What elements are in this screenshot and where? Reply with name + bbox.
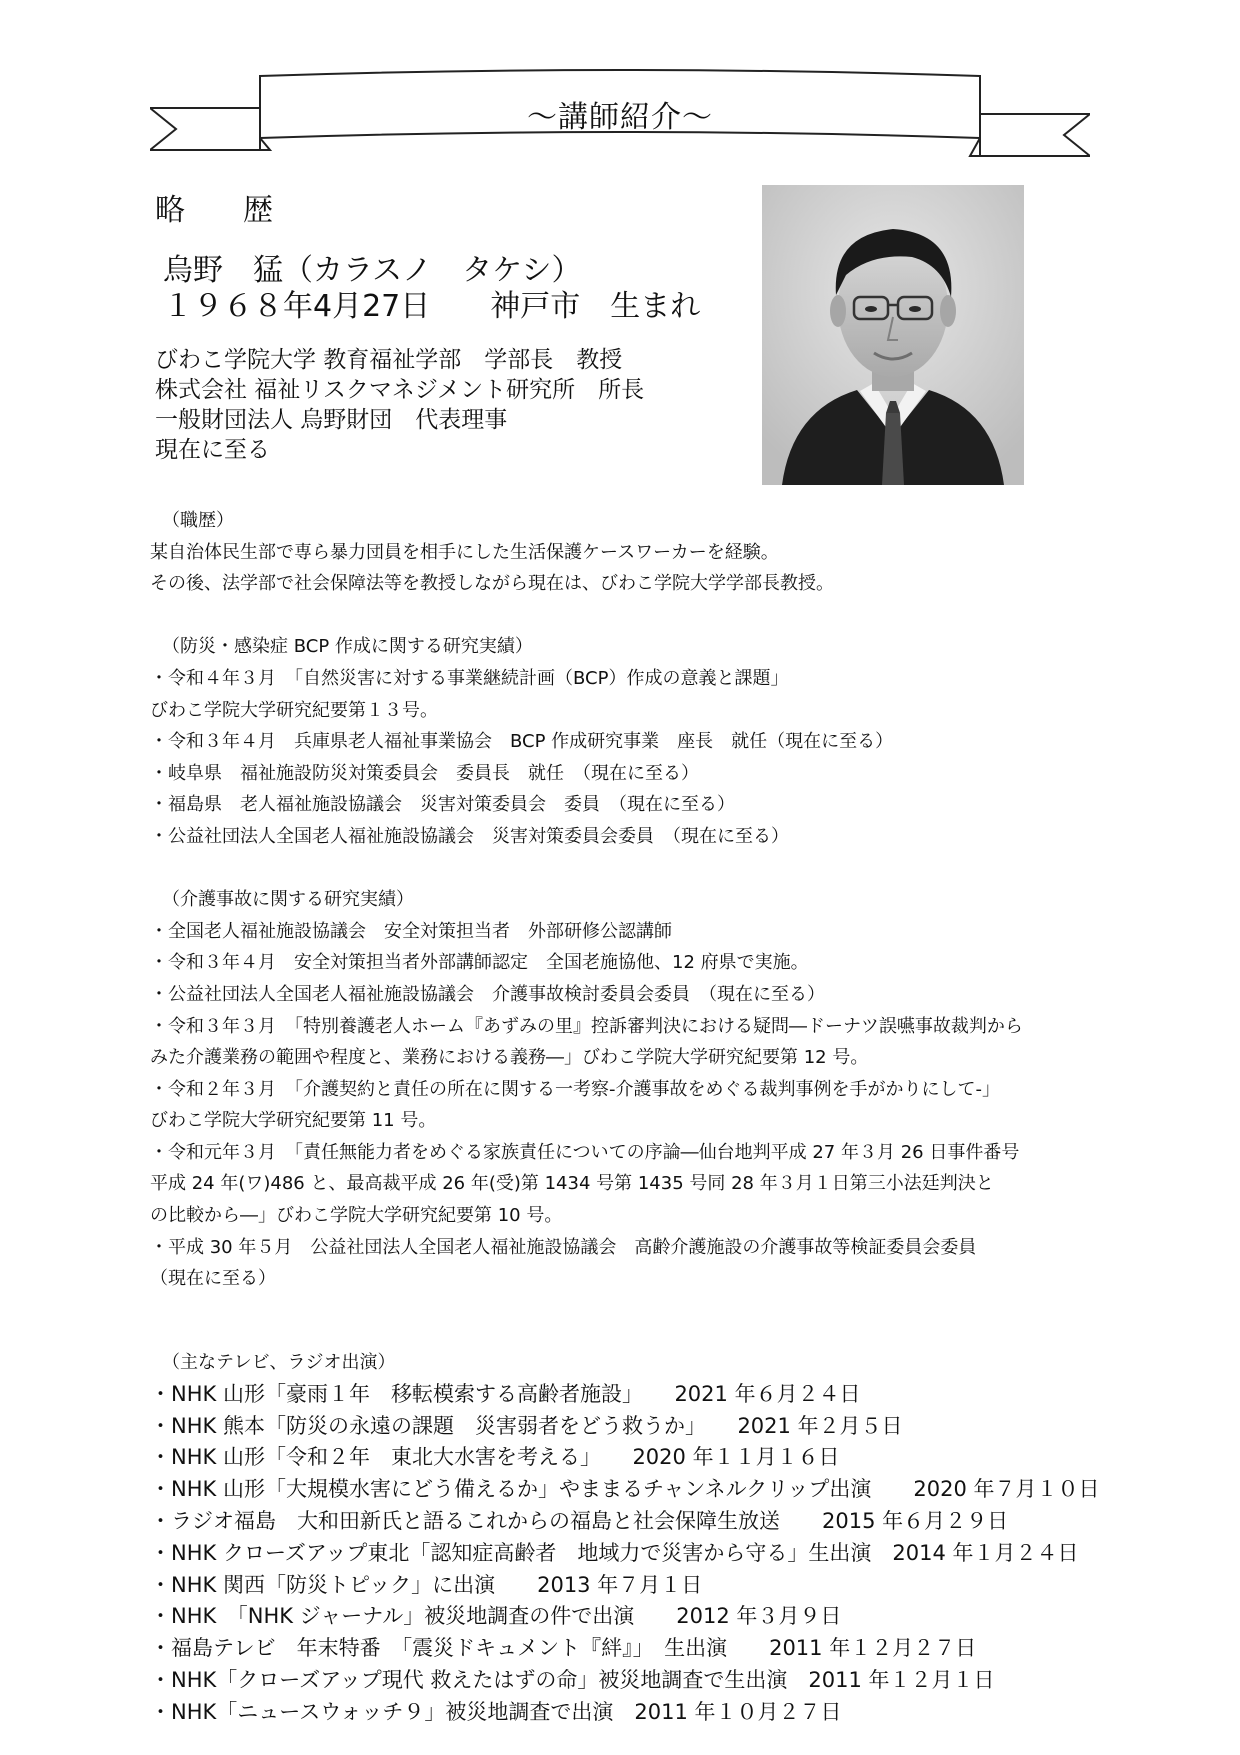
tv-item: ・NHK 山形「豪雨１年 移転模索する高齢者施設」 2021 年６月２４日: [150, 1381, 861, 1406]
tv-item: ・NHK 熊本「防災の永遠の課題 災害弱者をどう救うか」 2021 年２月５日: [150, 1413, 903, 1438]
position-item: 現在に至る: [155, 437, 270, 463]
tv-heading: （主なテレビ、ラジオ出演）: [162, 1352, 396, 1373]
tv-item: ・NHK 山形「令和２年 東北大水害を考える」 2020 年１１月１６日: [150, 1445, 840, 1470]
accident-line: の比較から―」びわこ学院大学研究紀要第 10 号。: [150, 1205, 563, 1227]
career-and-research-text: [150, 505, 1023, 1295]
position-item: びわこ学院大学 教育福祉学部 学部長 教授: [155, 347, 623, 373]
accident-line: ・令和２年３月 「介護契約と責任の所在に関する一考察-介護事故をめぐる裁判事例を手がかりにして-」: [150, 1078, 1000, 1100]
tv-item: ・NHK クローズアップ東北「認知症高齢者 地域力で災害から守る」生出演 2014 年１月２４日: [150, 1540, 1079, 1565]
bcp-line: ・令和４年３月 「自然災害に対する事業継続計画（BCP）作成の意義と課題」: [150, 667, 789, 689]
accident-line: ・令和元年３月 「責任無能力者をめぐる家族責任についての序論―仙台地判平成 27 年３月 26 日事件番号: [150, 1141, 1020, 1163]
bcp-line: ・岐阜県 福祉施設防災対策委員会 委員長 就任 （現在に至る）: [150, 762, 699, 784]
lecturer-name: 烏野 猛（カラスノ タケシ）: [163, 253, 582, 288]
accident-line: ・平成 30 年５月 公益社団法人全国老人福祉施設協議会 高齢介護施設の介護事故等検証委員会委員: [150, 1236, 977, 1258]
bcp-line: ・令和３年４月 兵庫県老人福祉事業協会 BCP 作成研究事業 座長 就任（現在に至る）: [150, 731, 894, 753]
spacer: [150, 853, 1023, 885]
tv-item: ・ラジオ福島 大和田新氏と語るこれからの福島と社会保障生放送 2015 年６月２９日: [150, 1508, 1009, 1533]
spacer: [150, 600, 1023, 632]
accident-heading: （介護事故に関する研究実績）: [162, 889, 414, 911]
accident-line: びわこ学院大学研究紀要第 11 号。: [150, 1110, 437, 1132]
bcp-line: びわこ学院大学研究紀要第１３号。: [150, 699, 438, 721]
career-line: 某自治体民生部で専ら暴力団員を相手にした生活保護ケースワーカーを経験。: [150, 541, 779, 563]
position-item: 一般財団法人 烏野財団 代表理事: [155, 407, 508, 433]
accident-line: 平成 24 年(ワ)486 と、最高裁平成 26 年(受)第 1434 号第 1435 号同 28 年３月１日第三小法廷判決と: [150, 1173, 994, 1195]
banner-title: 〜講師紹介〜: [527, 100, 713, 135]
accident-line: ・令和３年３月 「特別養護老人ホーム『あずみの里』控訴審判決における疑問―ドーナツ誤嚥事故裁判から: [150, 1015, 1023, 1037]
bcp-line: ・公益社団法人全国老人福祉施設協議会 災害対策委員会委員 （現在に至る）: [150, 825, 789, 847]
career-line: その後、法学部で社会保障法等を教授しながら現在は、びわこ学院大学学部長教授。: [150, 573, 834, 595]
accident-line: ・全国老人福祉施設協議会 安全対策担当者 外部研修公認講師: [150, 920, 672, 942]
position-item: 株式会社 福祉リスクマネジメント研究所 所長: [155, 377, 645, 403]
portrait-illustration: [762, 185, 1024, 485]
tv-item: ・NHK 「NHK ジャーナル」被災地調査の件で出演 2012 年３月９日: [150, 1604, 842, 1629]
accident-line: （現在に至る）: [150, 1268, 276, 1290]
accident-line: ・公益社団法人全国老人福祉施設協議会 介護事故検討委員会委員 （現在に至る）: [150, 983, 825, 1005]
tv-item: ・NHK「ニュースウォッチ９」被災地調査で出演 2011 年１０月２７日: [150, 1699, 842, 1724]
birth-info: １９６８年4月27日 神戸市 生まれ: [163, 289, 701, 324]
tv-item: ・NHK「クローズアップ現代 救えたはずの命」被災地調査で生出演 2011 年１２月１日: [150, 1667, 995, 1692]
bcp-line: ・福島県 老人福祉施設協議会 災害対策委員会 委員 （現在に至る）: [150, 794, 735, 816]
tv-item: ・NHK 山形「大規模水害にどう備えるか」やままるチャンネルクリップ出演 2020 年７月１０日: [150, 1477, 1100, 1502]
tv-radio-appearances: [150, 1347, 1100, 1729]
accident-line: ・令和３年４月 安全対策担当者外部講師認定 全国老施協他、12 府県で実施。: [150, 952, 809, 974]
section-heading-profile: 略歴: [155, 193, 331, 228]
tv-item: ・福島テレビ 年末特番 「震災ドキュメント『絆』」 生出演 2011 年１２月２７日: [150, 1636, 977, 1661]
tv-item: ・NHK 関西「防災トピック」に出演 2013 年７月１日: [150, 1572, 703, 1597]
career-heading: （職歴）: [162, 510, 234, 531]
portrait-photo: [762, 185, 1024, 485]
positions-list: [155, 345, 644, 465]
accident-line: みた介護業務の範囲や程度と、業務における義務―」びわこ学院大学研究紀要第 12 号。: [150, 1047, 869, 1069]
bcp-heading: （防災・感染症 BCP 作成に関する研究実績）: [162, 636, 533, 658]
title-banner: [150, 68, 1090, 164]
